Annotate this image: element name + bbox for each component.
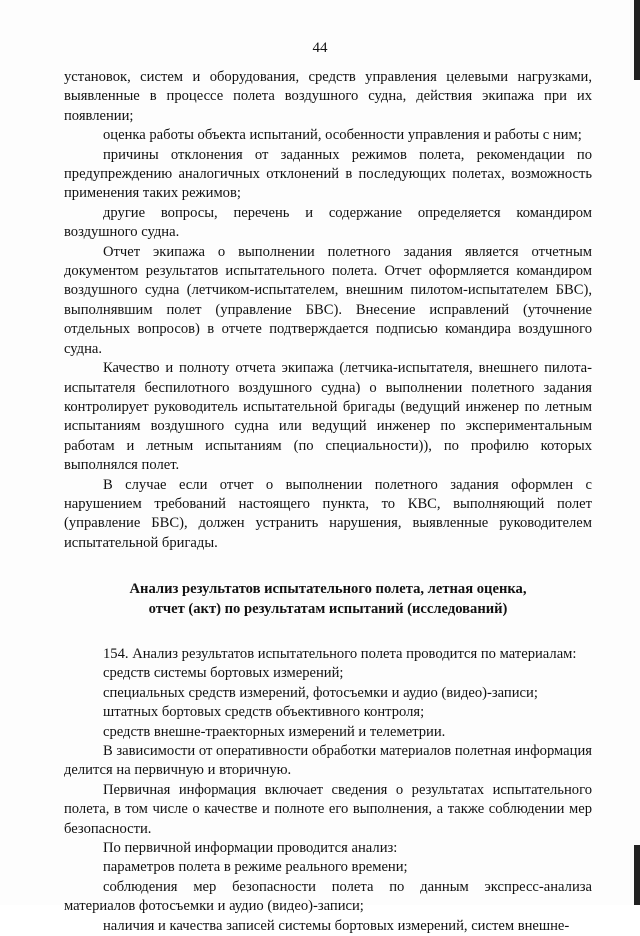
paragraph: другие вопросы, перечень и содержание определяется командиром воздушного судна. <box>64 204 592 241</box>
paragraph: параметров полета в режиме реального времени; <box>103 859 408 876</box>
paragraph: Качество и полноту отчета экипажа (летчика-испытателя, внешнего пилота-испытателя беспилотного воздушного судна) о выполнении полетного задания контролирует руководитель испытательной бригады (ведущий инженер по летным испытаниям воздушного судна или ведущий инженер по экспериментальным работам и летным испытаниям (по специальности)), по профилю которых выполнялся полет. <box>64 360 592 474</box>
paragraph: средств внешне-траекторных измерений и телеметрии. <box>103 723 446 740</box>
paragraph: наличия и качества записей системы бортовых измерений, систем внешне- <box>103 917 570 934</box>
paragraph: Первичная информация включает сведения о результатах испытательного полета, в том числе о качестве и полноте его выполнения, а также соблюдении мер безопасности. <box>64 781 592 837</box>
paragraph: установок, систем и оборудования, средств управления целевыми нагрузками, выявленные в процессе полета воздушного судна, действия экипажа при их появлении; <box>64 69 592 124</box>
section-heading-line-2: отчет (акт) по результатам испытаний (исследований) <box>148 600 508 617</box>
page-content <box>64 68 592 936</box>
paragraph: соблюдения мер безопасности полета по данным экспресс-анализа материалов фотосъемки и аудио (видео)-записи; <box>64 878 592 915</box>
paragraph: оценка работы объекта испытаний, особенности управления и работы с ним; <box>103 127 582 144</box>
scan-edge-mark-top <box>634 0 640 80</box>
paragraph: В случае если отчет о выполнении полетного задания оформлен с нарушением требований настоящего пункта, то КВС, выполняющий полет (управление БВС), должен устранить нарушения, выявленные руководителем испытательной бригады. <box>64 476 592 551</box>
paragraph: В зависимости от оперативности обработки материалов полетная информация делится на первичную и вторичную. <box>64 743 592 779</box>
paragraph: штатных бортовых средств объективного контроля; <box>103 704 425 721</box>
page-number: 44 <box>312 40 328 56</box>
paragraph: По первичной информации проводится анализ: <box>103 840 398 857</box>
paragraph: причины отклонения от заданных режимов полета, рекомендации по предупреждению аналогичных отклонений в последующих полетах, возможность применения таких режимов; <box>64 146 592 202</box>
section-heading-line-1: Анализ результатов испытательного полета, летная оценка, <box>129 581 527 598</box>
scan-edge-mark-bottom <box>634 845 640 905</box>
paragraph: 154. Анализ результатов испытательного полета проводится по материалам: <box>103 645 577 662</box>
paragraph: специальных средств измерений, фотосъемки и аудио (видео)-записи; <box>103 684 538 701</box>
paragraph: средств системы бортовых измерений; <box>103 665 344 682</box>
paragraph: Отчет экипажа о выполнении полетного задания является отчетным документом результатов испытательного полета. Отчет оформляется командиром воздушного судна (летчиком-испытателем, внешним пилотом-испытателем БВС), выполнявшим полет (управление БВС). Внесение исправлений (уточнение отдельных вопросов) в отчете подтверждается подписью командира воздушного судна. <box>64 243 592 357</box>
section-heading <box>64 580 592 619</box>
